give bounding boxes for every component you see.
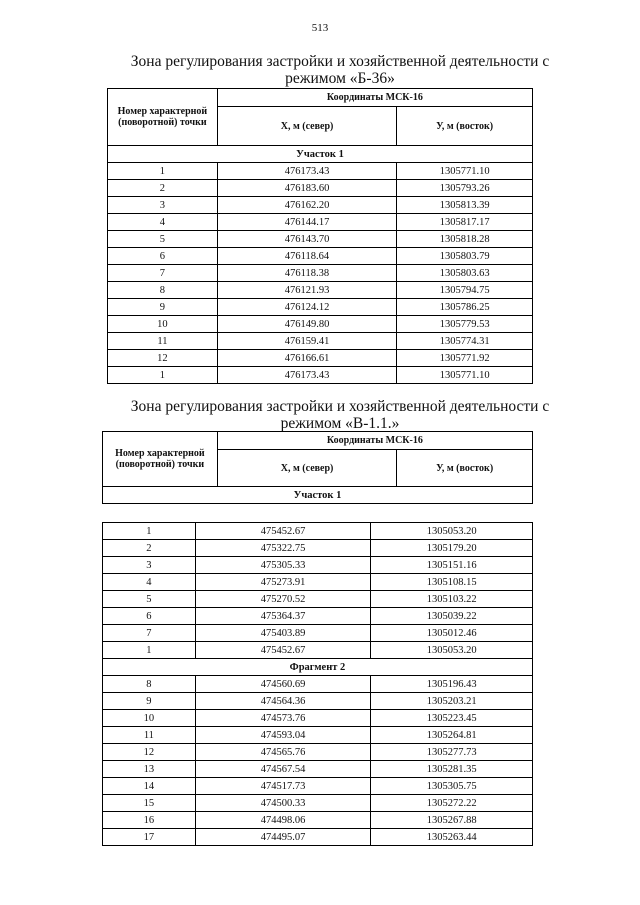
y-coordinate-cell: 1305103.22 [371, 591, 533, 608]
point-number-cell: 9 [108, 299, 218, 316]
y-coordinate-cell: 1305196.43 [371, 676, 533, 693]
table-row [103, 591, 533, 608]
table-row [103, 557, 533, 574]
zone2-coordinates-table [102, 522, 533, 846]
y-coordinate-cell: 1305786.25 [397, 299, 533, 316]
header-x: Х, м (север) [217, 450, 397, 487]
table-row [103, 642, 533, 659]
point-number-cell: 6 [103, 608, 196, 625]
page-number: 513 [311, 22, 329, 34]
x-coordinate-cell: 474517.73 [195, 778, 371, 795]
x-coordinate-cell: 475322.75 [195, 540, 371, 557]
point-number-cell: 17 [103, 829, 196, 846]
table-row [108, 367, 533, 384]
point-number-cell: 1 [108, 163, 218, 180]
table-row [108, 299, 533, 316]
point-number-cell: 1 [103, 523, 196, 540]
header-point-number: Номер характерной (поворотной) точки [108, 89, 218, 146]
x-coordinate-cell: 475270.52 [195, 591, 371, 608]
zone1-title-line2: режимом «Б-36» [285, 70, 395, 87]
x-coordinate-cell: 476166.61 [217, 350, 396, 367]
table-row [103, 693, 533, 710]
section-label: Участок 1 [108, 146, 533, 163]
table-row [103, 812, 533, 829]
table-row [103, 608, 533, 625]
x-coordinate-cell: 476121.93 [217, 282, 396, 299]
point-number-cell: 11 [103, 727, 196, 744]
table-row [108, 265, 533, 282]
x-coordinate-cell: 475452.67 [195, 523, 371, 540]
point-number-cell: 14 [103, 778, 196, 795]
y-coordinate-cell: 1305263.44 [371, 829, 533, 846]
x-coordinate-cell: 476183.60 [217, 180, 396, 197]
y-coordinate-cell: 1305012.46 [371, 625, 533, 642]
point-number-cell: 2 [108, 180, 218, 197]
table-row [108, 163, 533, 180]
y-coordinate-cell: 1305203.21 [371, 693, 533, 710]
x-coordinate-cell: 476124.12 [217, 299, 396, 316]
table-row [103, 523, 533, 540]
y-coordinate-cell: 1305272.22 [371, 795, 533, 812]
x-coordinate-cell: 476173.43 [217, 367, 396, 384]
point-number-cell: 5 [108, 231, 218, 248]
fragment-label: Фрагмент 2 [103, 659, 533, 676]
table-row [103, 625, 533, 642]
header-y: У, м (восток) [397, 450, 533, 487]
point-number-cell: 1 [108, 367, 218, 384]
point-number-cell: 11 [108, 333, 218, 350]
x-coordinate-cell: 476162.20 [217, 197, 396, 214]
header-coordinates: Координаты МСК-16 [217, 432, 532, 450]
y-coordinate-cell: 1305771.10 [397, 163, 533, 180]
zone2-header-table [102, 431, 533, 504]
x-coordinate-cell: 476149.80 [217, 316, 396, 333]
point-number-cell: 9 [103, 693, 196, 710]
table-row [108, 197, 533, 214]
x-coordinate-cell: 474565.76 [195, 744, 371, 761]
x-coordinate-cell: 475305.33 [195, 557, 371, 574]
y-coordinate-cell: 1305053.20 [371, 642, 533, 659]
x-coordinate-cell: 476173.43 [217, 163, 396, 180]
table-row [103, 676, 533, 693]
header-y: У, м (восток) [397, 107, 533, 146]
table-row [103, 761, 533, 778]
y-coordinate-cell: 1305813.39 [397, 197, 533, 214]
y-coordinate-cell: 1305803.79 [397, 248, 533, 265]
table-row [103, 727, 533, 744]
table-row [108, 180, 533, 197]
y-coordinate-cell: 1305817.17 [397, 214, 533, 231]
point-number-cell: 1 [103, 642, 196, 659]
header-x: Х, м (север) [217, 107, 396, 146]
y-coordinate-cell: 1305108.15 [371, 574, 533, 591]
table-row [103, 540, 533, 557]
point-number-cell: 16 [103, 812, 196, 829]
table-row [103, 795, 533, 812]
header-point-number: Номер характерной (поворотной) точки [103, 432, 218, 487]
table-row [103, 744, 533, 761]
zone2-title-line2: режимом «В-1.1.» [280, 415, 400, 432]
table-row [108, 231, 533, 248]
point-number-cell: 12 [103, 744, 196, 761]
y-coordinate-cell: 1305803.63 [397, 265, 533, 282]
zone1-title-line1: Зона регулирования застройки и хозяйственной деятельности с [130, 53, 550, 70]
point-number-cell: 4 [108, 214, 218, 231]
x-coordinate-cell: 475403.89 [195, 625, 371, 642]
zone2-title [100, 398, 580, 432]
point-number-cell: 2 [103, 540, 196, 557]
section-label: Участок 1 [103, 487, 533, 504]
zone1-title [100, 53, 580, 87]
y-coordinate-cell: 1305179.20 [371, 540, 533, 557]
y-coordinate-cell: 1305281.35 [371, 761, 533, 778]
header-coordinates: Координаты МСК-16 [217, 89, 532, 107]
point-number-cell: 4 [103, 574, 196, 591]
y-coordinate-cell: 1305818.28 [397, 231, 533, 248]
table-row [108, 214, 533, 231]
table-row [108, 333, 533, 350]
point-number-cell: 6 [108, 248, 218, 265]
zone1-coordinates-table [107, 88, 533, 384]
point-number-cell: 10 [108, 316, 218, 333]
y-coordinate-cell: 1305305.75 [371, 778, 533, 795]
y-coordinate-cell: 1305277.73 [371, 744, 533, 761]
x-coordinate-cell: 475273.91 [195, 574, 371, 591]
point-number-cell: 5 [103, 591, 196, 608]
x-coordinate-cell: 474573.76 [195, 710, 371, 727]
y-coordinate-cell: 1305223.45 [371, 710, 533, 727]
y-coordinate-cell: 1305267.88 [371, 812, 533, 829]
x-coordinate-cell: 474500.33 [195, 795, 371, 812]
x-coordinate-cell: 474498.06 [195, 812, 371, 829]
table-row [103, 778, 533, 795]
y-coordinate-cell: 1305771.10 [397, 367, 533, 384]
x-coordinate-cell: 476143.70 [217, 231, 396, 248]
zone2-title-line1: Зона регулирования застройки и хозяйственной деятельности с [130, 398, 550, 415]
x-coordinate-cell: 476118.38 [217, 265, 396, 282]
y-coordinate-cell: 1305771.92 [397, 350, 533, 367]
x-coordinate-cell: 476144.17 [217, 214, 396, 231]
y-coordinate-cell: 1305264.81 [371, 727, 533, 744]
x-coordinate-cell: 474560.69 [195, 676, 371, 693]
y-coordinate-cell: 1305039.22 [371, 608, 533, 625]
table-row [108, 282, 533, 299]
x-coordinate-cell: 476159.41 [217, 333, 396, 350]
point-number-cell: 3 [108, 197, 218, 214]
x-coordinate-cell: 474593.04 [195, 727, 371, 744]
y-coordinate-cell: 1305779.53 [397, 316, 533, 333]
point-number-cell: 8 [108, 282, 218, 299]
table-row [108, 316, 533, 333]
y-coordinate-cell: 1305151.16 [371, 557, 533, 574]
x-coordinate-cell: 476118.64 [217, 248, 396, 265]
x-coordinate-cell: 474495.07 [195, 829, 371, 846]
y-coordinate-cell: 1305774.31 [397, 333, 533, 350]
y-coordinate-cell: 1305793.26 [397, 180, 533, 197]
point-number-cell: 3 [103, 557, 196, 574]
point-number-cell: 8 [103, 676, 196, 693]
zone2-fragment-rows [103, 676, 533, 846]
y-coordinate-cell: 1305794.75 [397, 282, 533, 299]
x-coordinate-cell: 474564.36 [195, 693, 371, 710]
point-number-cell: 13 [103, 761, 196, 778]
table-row [108, 248, 533, 265]
table-row [108, 350, 533, 367]
zone1-rows [108, 163, 533, 384]
table-row [103, 710, 533, 727]
y-coordinate-cell: 1305053.20 [371, 523, 533, 540]
table-row [103, 829, 533, 846]
zone2-rows [103, 523, 533, 659]
table-row [103, 574, 533, 591]
point-number-cell: 7 [103, 625, 196, 642]
x-coordinate-cell: 474567.54 [195, 761, 371, 778]
point-number-cell: 15 [103, 795, 196, 812]
x-coordinate-cell: 475364.37 [195, 608, 371, 625]
x-coordinate-cell: 475452.67 [195, 642, 371, 659]
point-number-cell: 7 [108, 265, 218, 282]
point-number-cell: 12 [108, 350, 218, 367]
point-number-cell: 10 [103, 710, 196, 727]
